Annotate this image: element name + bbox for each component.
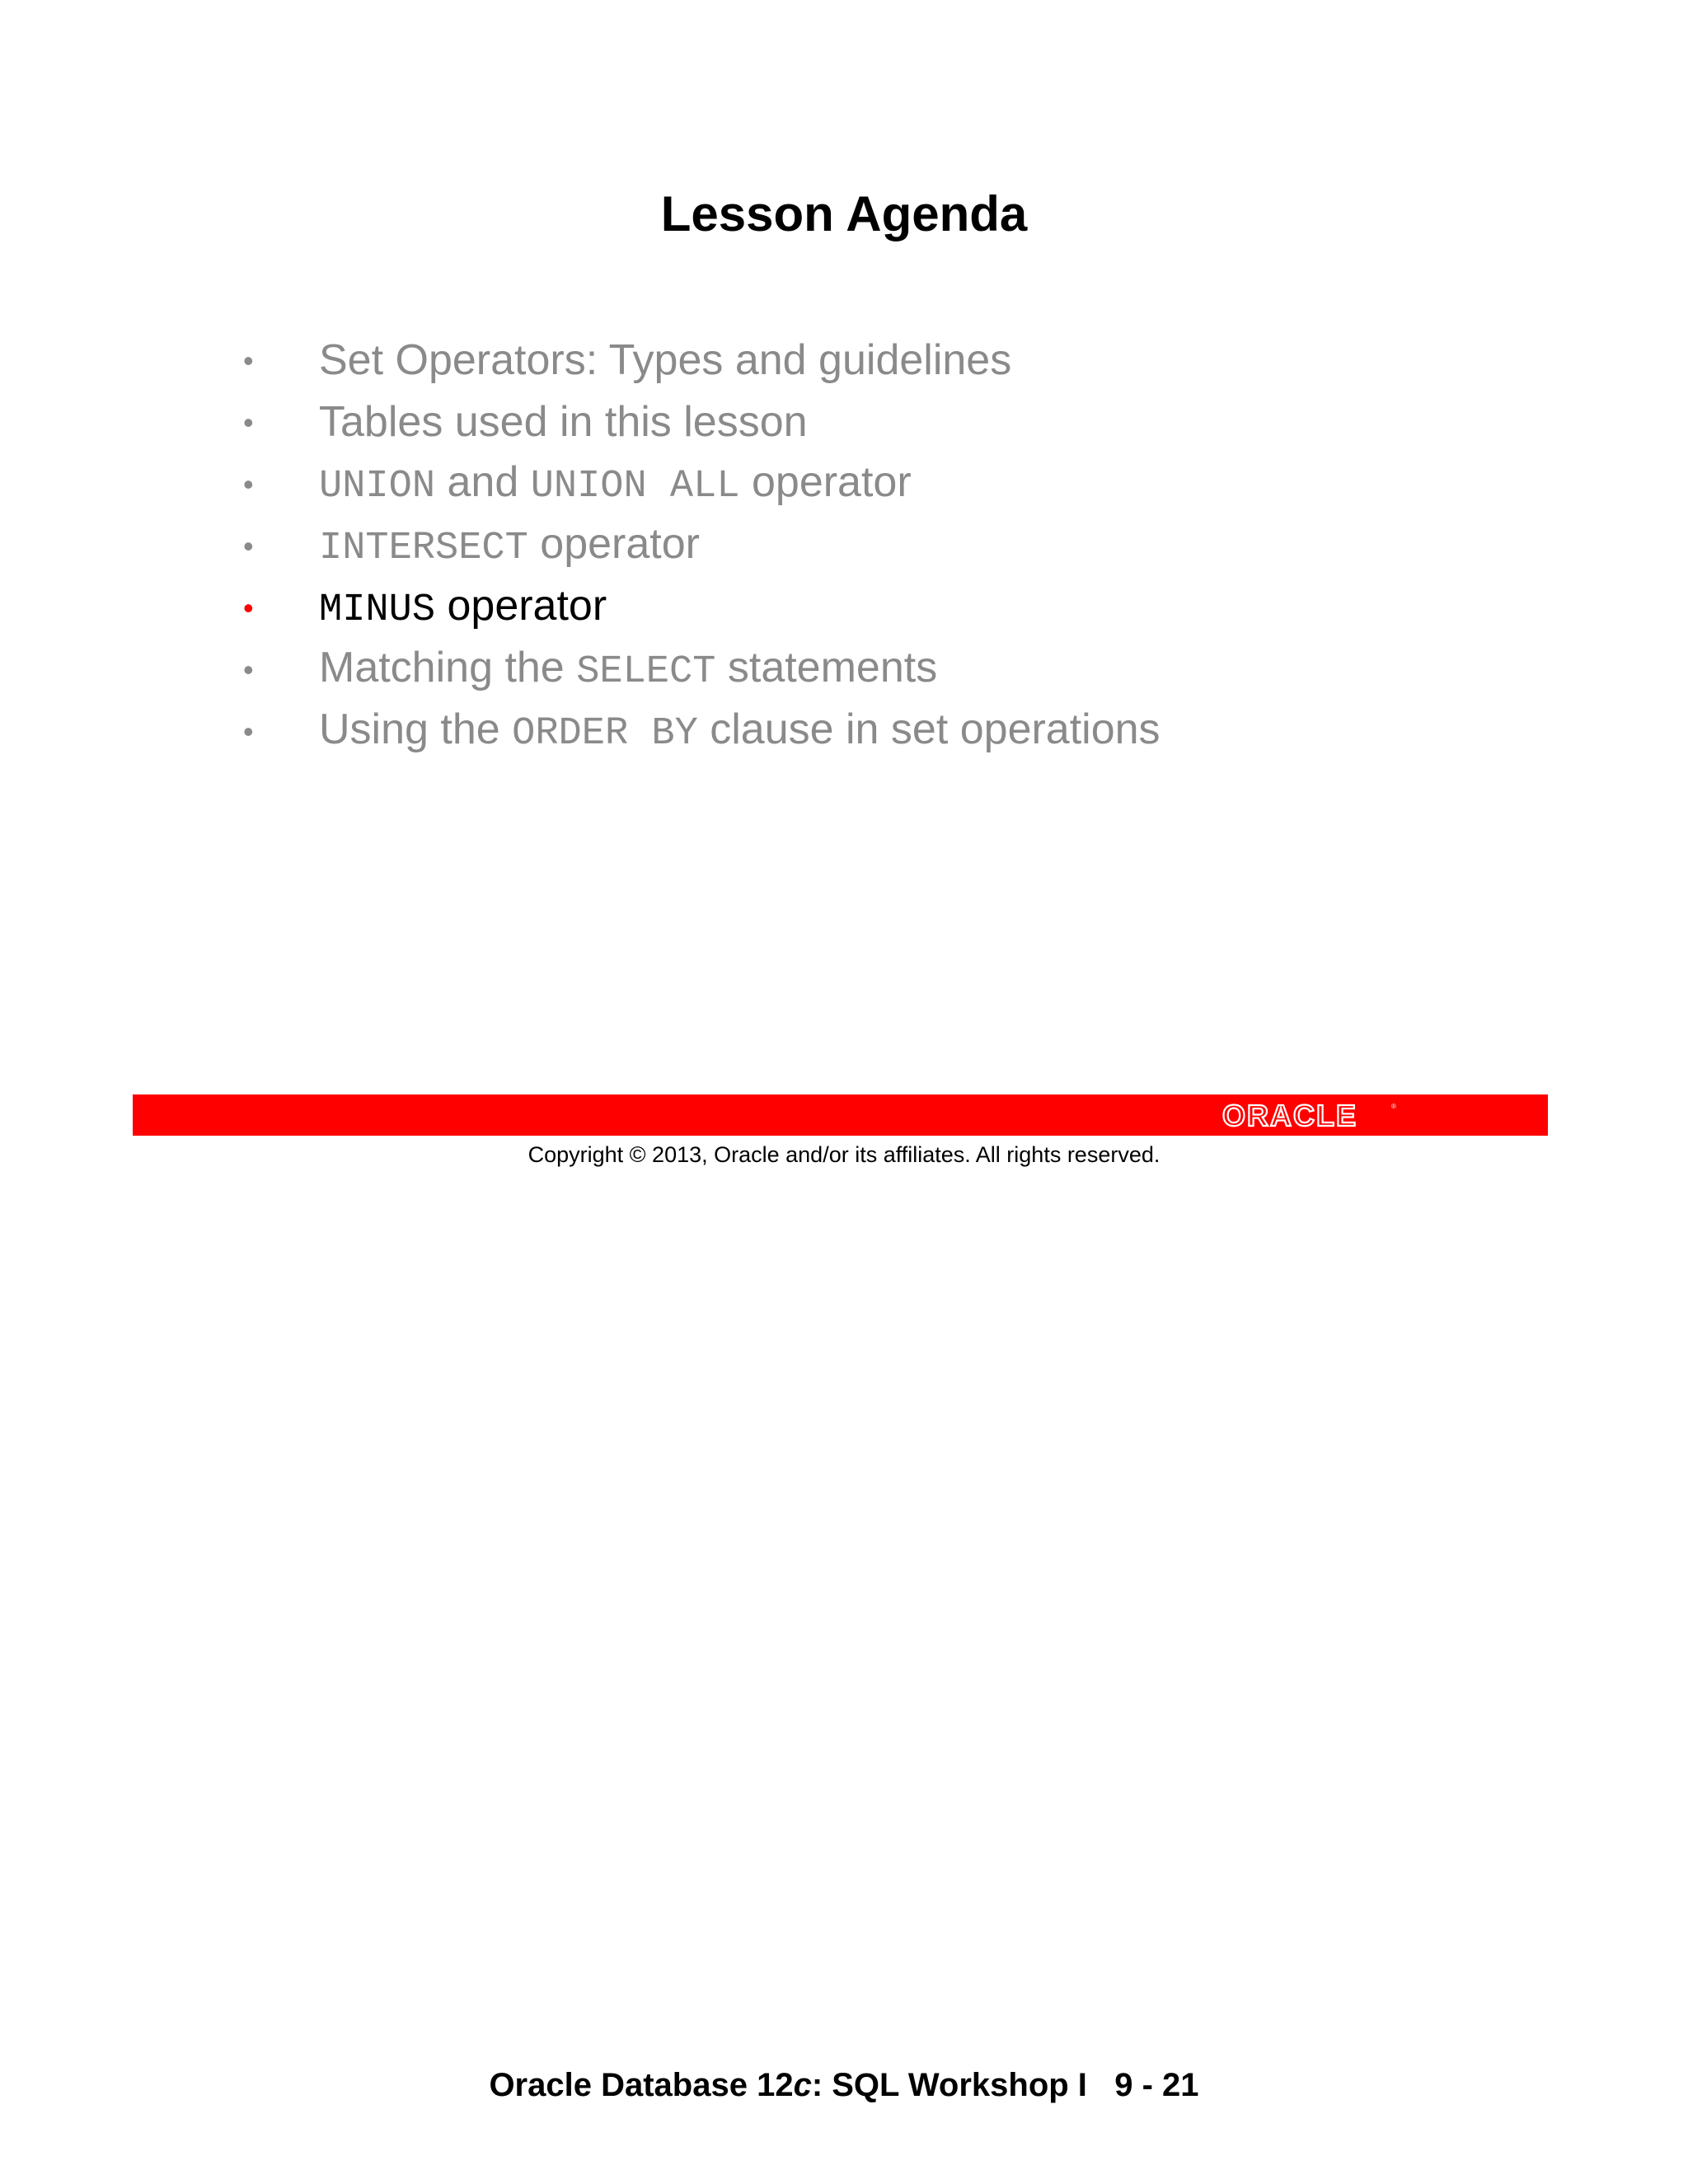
bullet-icon: • (243, 467, 254, 501)
bullet-icon: • (243, 653, 254, 687)
agenda-item-text: UNION and UNION ALL operator (319, 457, 912, 509)
bullet-icon: • (243, 344, 254, 377)
oracle-logo (1222, 1098, 1400, 1132)
agenda-item-text: Using the ORDER BY clause in set operations (319, 705, 1160, 756)
bullet-icon: • (243, 529, 254, 563)
agenda-item-text: Set Operators: Types and guidelines (319, 336, 1012, 384)
page-number: 9 - 21 (1114, 2067, 1199, 2103)
bullet-icon: • (243, 405, 254, 439)
oracle-logo-icon (1222, 1100, 1400, 1130)
agenda-item (243, 639, 1160, 701)
svg-text:ORACLE: ORACLE (1222, 1100, 1357, 1130)
bullet-icon: • (243, 715, 254, 748)
agenda-item-text: Matching the SELECT statements (319, 643, 938, 694)
agenda-item (243, 330, 1160, 391)
page-footer: Oracle Database 12c: SQL Workshop I 9 - 21 (489, 2067, 1199, 2103)
agenda-item (243, 701, 1160, 762)
slide-title: Lesson Agenda (660, 186, 1028, 241)
copyright-notice: Copyright © 2013, Oracle and/or its affiliates. All rights reserved. (528, 1142, 1160, 1167)
bullet-icon: • (243, 591, 254, 625)
agenda-item (243, 453, 1160, 515)
agenda-item (243, 391, 1160, 453)
agenda-item (243, 515, 1160, 577)
agenda-item-text: MINUS operator (319, 581, 607, 632)
svg-text:®: ® (1391, 1103, 1396, 1110)
oracle-brand-bar (133, 1094, 1548, 1136)
agenda-item-current (243, 577, 1160, 639)
agenda-item-text: Tables used in this lesson (319, 398, 808, 446)
agenda-item-text: INTERSECT operator (319, 519, 700, 570)
agenda-list (243, 330, 1160, 762)
